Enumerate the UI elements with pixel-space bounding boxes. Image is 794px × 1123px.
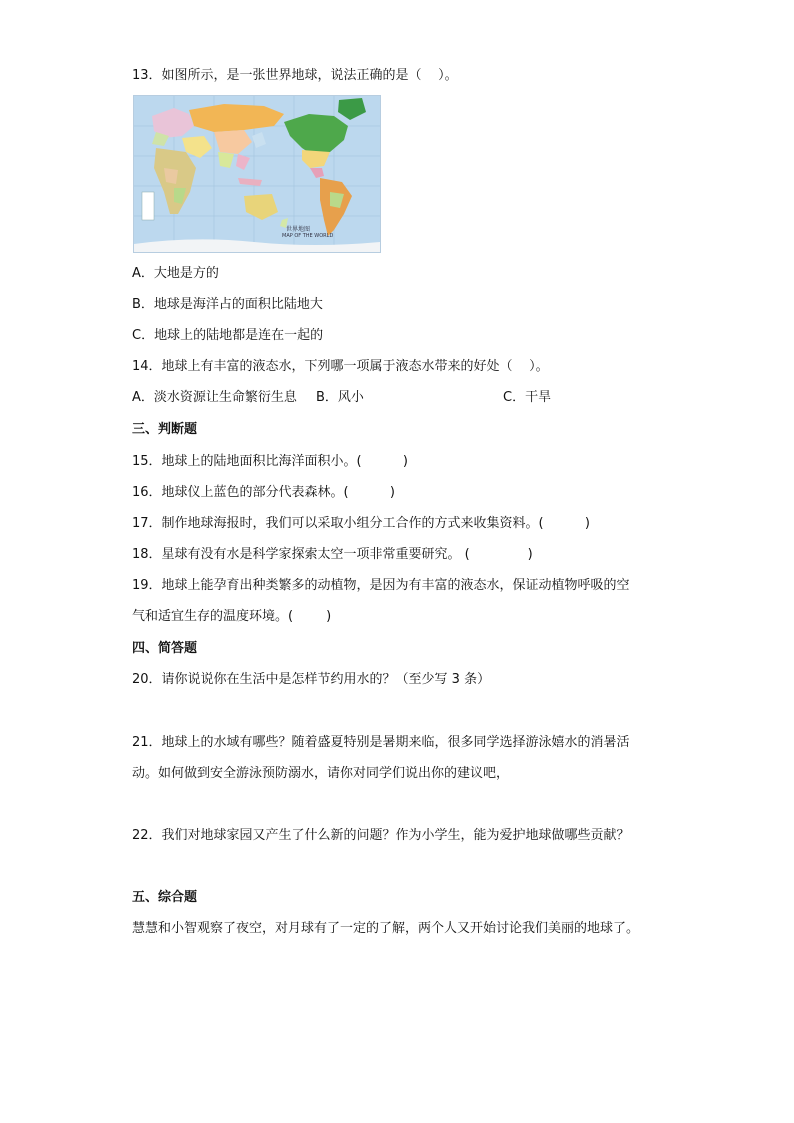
question-14-option-b: B．风小 <box>316 390 364 405</box>
question-13-stem: 13．如图所示，是一张世界地球，说法正确的是（ ）。 <box>132 68 458 83</box>
question-17: 17．制作地球海报时，我们可以采取小组分工合作的方式来收集资料。( ) <box>132 516 591 531</box>
question-21-line-1: 21．地球上的水域有哪些？随着盛夏特别是暑期来临，很多同学选择游泳嬉水的消暑活 <box>132 735 630 750</box>
question-19-line-1: 19．地球上能孕育出种类繁多的动植物，是因为有丰富的液态水，保证动植物呼吸的空 <box>132 578 630 593</box>
world-map-image <box>133 95 381 253</box>
map-caption-en: MAP OF THE WORLD <box>282 233 334 239</box>
question-13-option-a: A．大地是方的 <box>132 266 219 281</box>
question-13-option-b: B．地球是海洋占的面积比陆地大 <box>132 297 323 312</box>
question-13-option-c: C．地球上的陆地都是连在一起的 <box>132 328 324 343</box>
question-14-option-c: C．干旱 <box>503 390 552 405</box>
question-21-line-2: 动。如何做到安全游泳预防溺水，请你对同学们说出你的建议吧， <box>132 766 510 781</box>
section-3-title: 三、判断题 <box>132 422 198 437</box>
question-19-line-2: 气和适宜生存的温度环境。( ) <box>132 609 332 624</box>
question-20: 20．请你说说你在生活中是怎样节约用水的？（至少写 3 条） <box>132 672 491 687</box>
section-5-intro: 慧慧和小智观察了夜空，对月球有了一定的了解，两个人又开始讨论我们美丽的地球了。 <box>132 921 640 936</box>
section-5-title: 五、综合题 <box>132 890 198 905</box>
question-14-option-a: A．淡水资源让生命繁衍生息 <box>132 390 297 405</box>
question-22: 22．我们对地球家园又产生了什么新的问题？作为小学生，能为爱护地球做哪些贡献？ <box>132 828 630 843</box>
question-18: 18．星球有没有水是科学家探索太空一项非常重要研究。 ( ) <box>132 547 533 562</box>
section-4-title: 四、简答题 <box>132 641 198 656</box>
map-caption-cn: 世界地图 <box>286 226 311 233</box>
question-16: 16．地球仪上蓝色的部分代表森林。( ) <box>132 485 396 500</box>
question-14-stem: 14．地球上有丰富的液态水，下列哪一项属于液态水带来的好处（ ）。 <box>132 359 549 374</box>
question-15: 15．地球上的陆地面积比海洋面积小。( ) <box>132 454 409 469</box>
